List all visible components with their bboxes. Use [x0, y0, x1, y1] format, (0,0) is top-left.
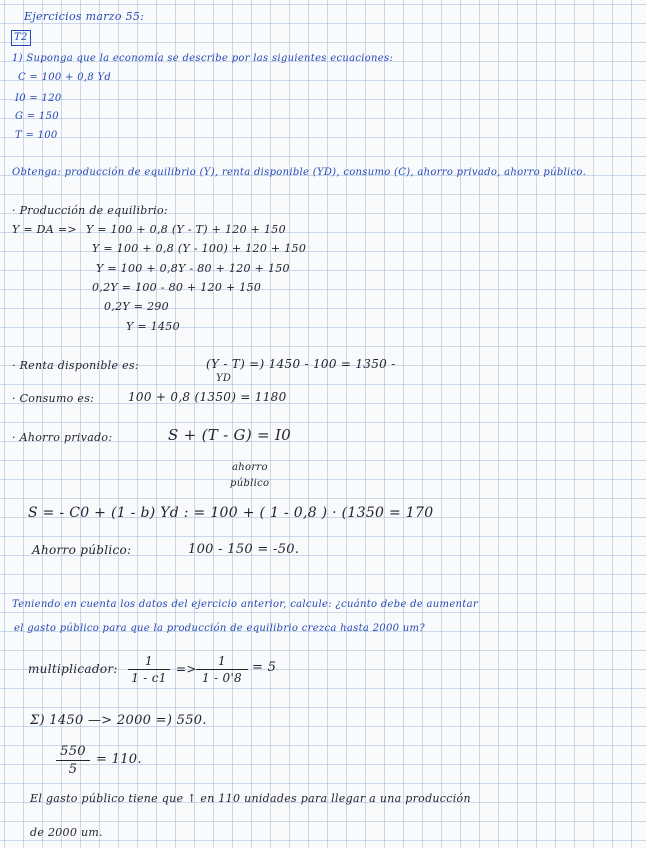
- problem2-line-2: el gasto público para que la producción de equilibrio crezca hasta 2000 um?: [14, 623, 425, 634]
- fraction-1-numerator: 1: [145, 654, 153, 668]
- step-1: Y = 100 + 0,8 (Y - T) + 120 + 150: [86, 223, 286, 236]
- disposable-income-subscript: YD: [216, 373, 232, 384]
- problem1-statement: 1) Suponga que la economía se describe por las siguientes ecuaciones:: [12, 53, 394, 64]
- equation-government: G = 150: [15, 111, 59, 122]
- page-title: Ejercicios marzo 55:: [24, 10, 145, 23]
- saving-note-1: ahorro: [232, 462, 268, 473]
- conclusion-line-1: El gasto público tiene que ↑ en 110 unidades para llegar a una producción: [30, 792, 471, 805]
- production-heading: · Producción de equilibrio:: [12, 204, 168, 217]
- private-saving-label: · Ahorro privado:: [12, 431, 113, 444]
- saving-note-2: público: [230, 478, 270, 489]
- consumption-expression: 100 + 0,8 (1350) = 1180: [128, 390, 287, 404]
- step-2: Y = 100 + 0,8 (Y - 100) + 120 + 150: [92, 242, 307, 255]
- conclusion-line-2: de 2000 um.: [30, 826, 103, 839]
- section-label: T2: [11, 30, 31, 46]
- disposable-income-expression: (Y - T) =) 1450 - 100 = 1350 -: [206, 357, 396, 371]
- division-denominator: 5: [68, 762, 78, 777]
- multiplier-label: multiplicador:: [28, 662, 118, 676]
- fraction-1-denominator: 1 - c1: [131, 671, 167, 685]
- equation-consumption: C = 100 + 0,8 Yd: [18, 72, 112, 83]
- problem2-line-1: Teniendo en cuenta los datos del ejercicio anterior, calcule: ¿cuánto debe de aumentar: [12, 599, 478, 610]
- public-saving-label: Ahorro público:: [32, 543, 132, 557]
- fraction-2-numerator: 1: [218, 654, 226, 668]
- step-4: 0,2Y = 100 - 80 + 120 + 150: [92, 281, 262, 294]
- equation-investment: I0 = 120: [15, 93, 62, 104]
- multiplier-result: = 5: [252, 660, 277, 675]
- public-saving-expression: 100 - 150 = -50.: [188, 542, 300, 557]
- division-result: = 110.: [96, 752, 142, 767]
- step-3: Y = 100 + 0,8Y - 80 + 120 + 150: [96, 262, 290, 275]
- output-change: Σ) 1450 —> 2000 =) 550.: [30, 713, 207, 728]
- step-5: 0,2Y = 290: [104, 300, 169, 313]
- division-numerator: 550: [60, 744, 86, 759]
- problem1-asks: Obtenga: producción de equilibrio (Y), renta disponible (YD), consumo (C), ahorro privado, ahorro público.: [12, 167, 587, 178]
- equation-taxes: T = 100: [15, 130, 58, 141]
- multiplier-fraction-1: [128, 654, 170, 685]
- equilibrium-condition: Y = DA =>: [12, 223, 77, 236]
- fraction-2-denominator: 1 - 0'8: [202, 671, 242, 685]
- multiplier-fraction-2: [196, 654, 248, 685]
- step-6: Y = 1450: [126, 320, 180, 333]
- saving-identity: S + (T - G) = I0: [168, 426, 292, 444]
- private-saving-expression: S = - C0 + (1 - b) Yd : = 100 + ( 1 - 0,8 ) · (1350 = 170: [28, 505, 434, 521]
- consumption-label: · Consumo es:: [12, 392, 95, 405]
- division-fraction: [56, 744, 90, 777]
- implies-arrow: =>: [176, 662, 197, 676]
- disposable-income-label: · Renta disponible es:: [12, 359, 139, 372]
